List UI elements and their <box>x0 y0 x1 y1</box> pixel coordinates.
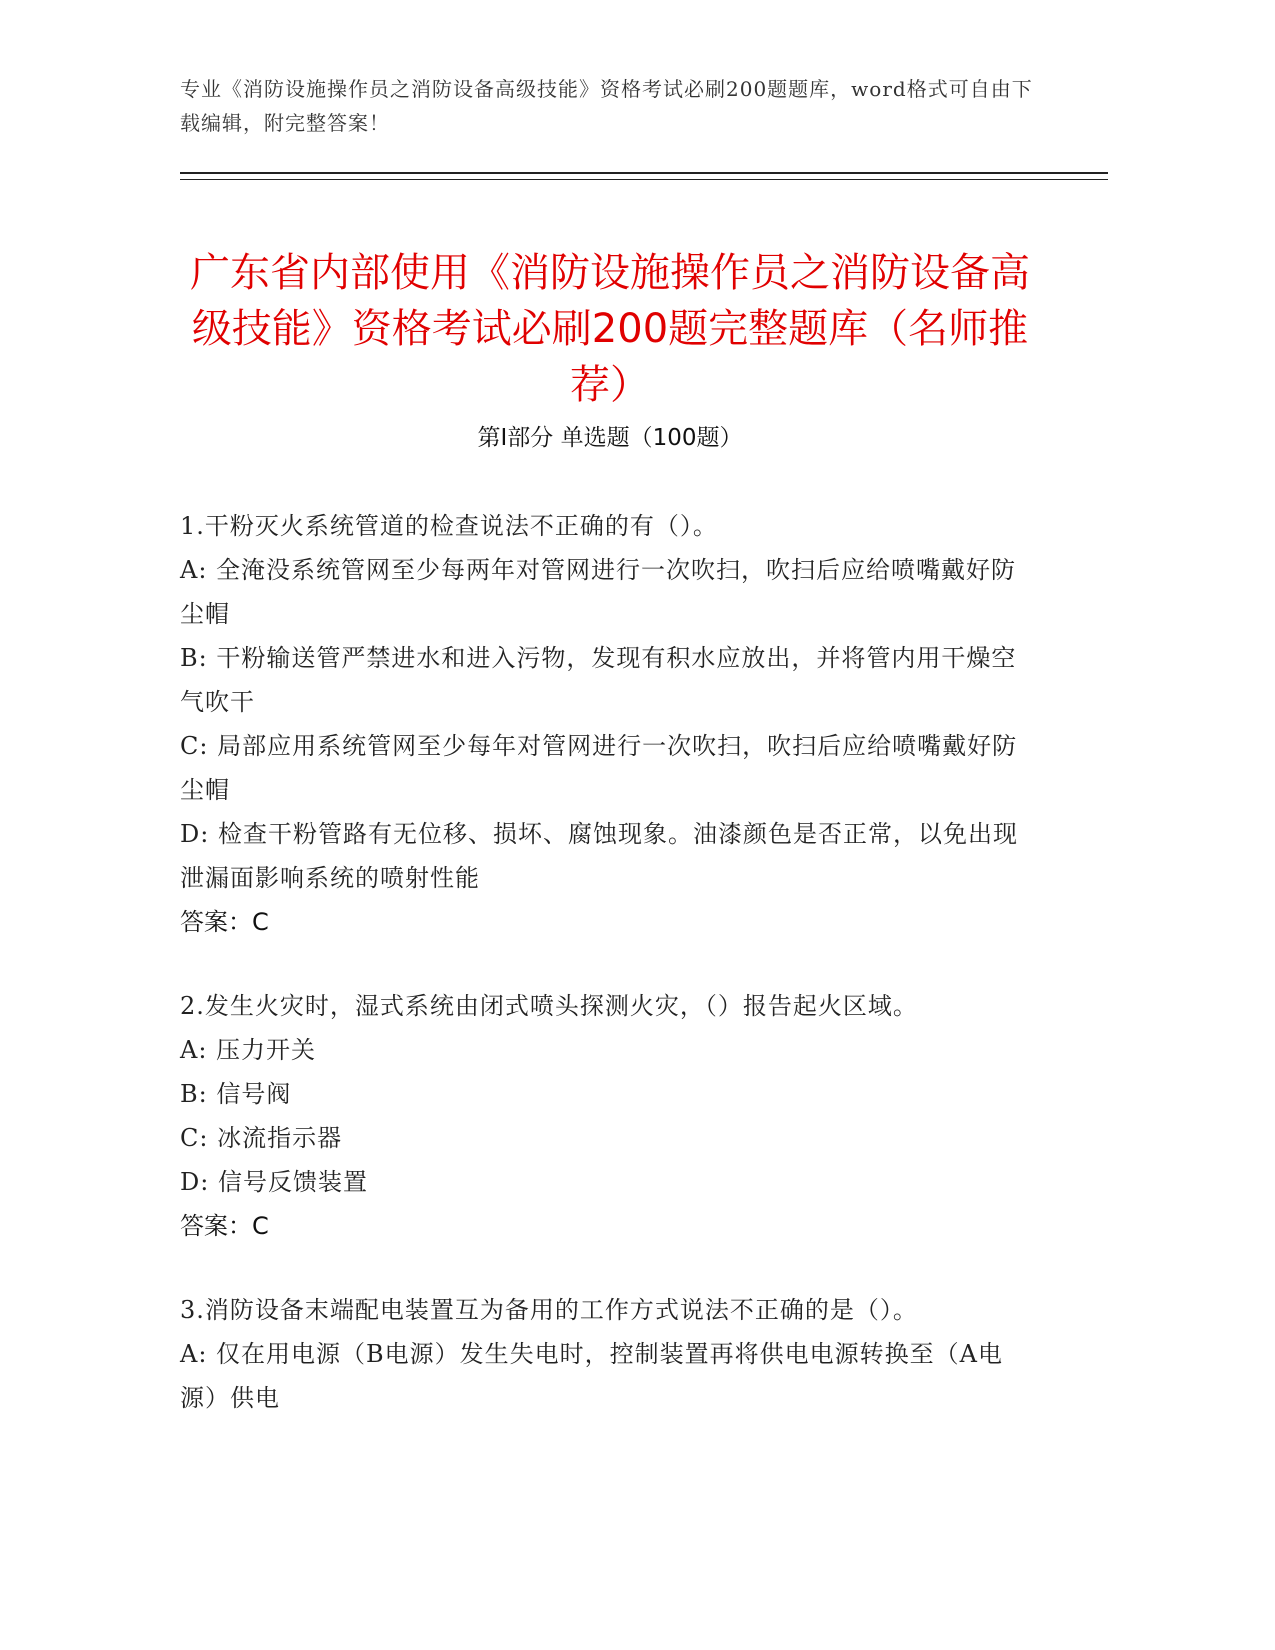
document-title: 广东省内部使用《消防设施操作员之消防设备高级技能》资格考试必刷200题完整题库（名师推荐） <box>190 249 1030 408</box>
question-stem: 1.干粉灭火系统管道的检查说法不正确的有（）。 <box>180 512 718 540</box>
option-a: A: 压力开关 <box>180 1036 317 1064</box>
question-2 <box>180 984 1040 1248</box>
option-d: D: 检查干粉管路有无位移、损坏、腐蚀现象。油漆颜色是否正常，以免出现泄漏面影响系统的喷射性能 <box>180 820 1018 892</box>
header-rule-thick <box>180 172 1108 174</box>
option-c: C: 局部应用系统管网至少每年对管网进行一次吹扫，吹扫后应给喷嘴戴好防尘帽 <box>180 732 1018 804</box>
question-3 <box>180 1288 1040 1420</box>
option-a: A: 仅在用电源（B电源）发生失电时，控制装置再将供电电源转换至（A电源）供电 <box>180 1340 1004 1412</box>
header-note: 专业《消防设施操作员之消防设备高级技能》资格考试必刷200题题库，word格式可自由下载编辑，附完整答案！ <box>180 77 1033 135</box>
option-b: B: 干粉输送管严禁进水和进入污物，发现有积水应放出，并将管内用干燥空气吹干 <box>180 644 1017 716</box>
option-a: A: 全淹没系统管网至少每两年对管网进行一次吹扫，吹扫后应给喷嘴戴好防尘帽 <box>180 556 1017 628</box>
question-1 <box>180 504 1040 944</box>
option-b: B: 信号阀 <box>180 1080 292 1108</box>
question-list <box>180 504 1040 1460</box>
answer: 答案：C <box>180 1212 269 1240</box>
question-stem: 2.发生火灾时，湿式系统由闭式喷头探测火灾，（）报告起火区域。 <box>180 992 918 1020</box>
section-heading: 第Ⅰ部分 单选题（100题） <box>477 425 743 451</box>
option-c: C: 冰流指示器 <box>180 1124 343 1152</box>
option-d: D: 信号反馈装置 <box>180 1168 368 1196</box>
header-rule-thin <box>180 179 1108 180</box>
question-stem: 3.消防设备末端配电装置互为备用的工作方式说法不正确的是（）。 <box>180 1296 918 1324</box>
answer: 答案：C <box>180 908 269 936</box>
